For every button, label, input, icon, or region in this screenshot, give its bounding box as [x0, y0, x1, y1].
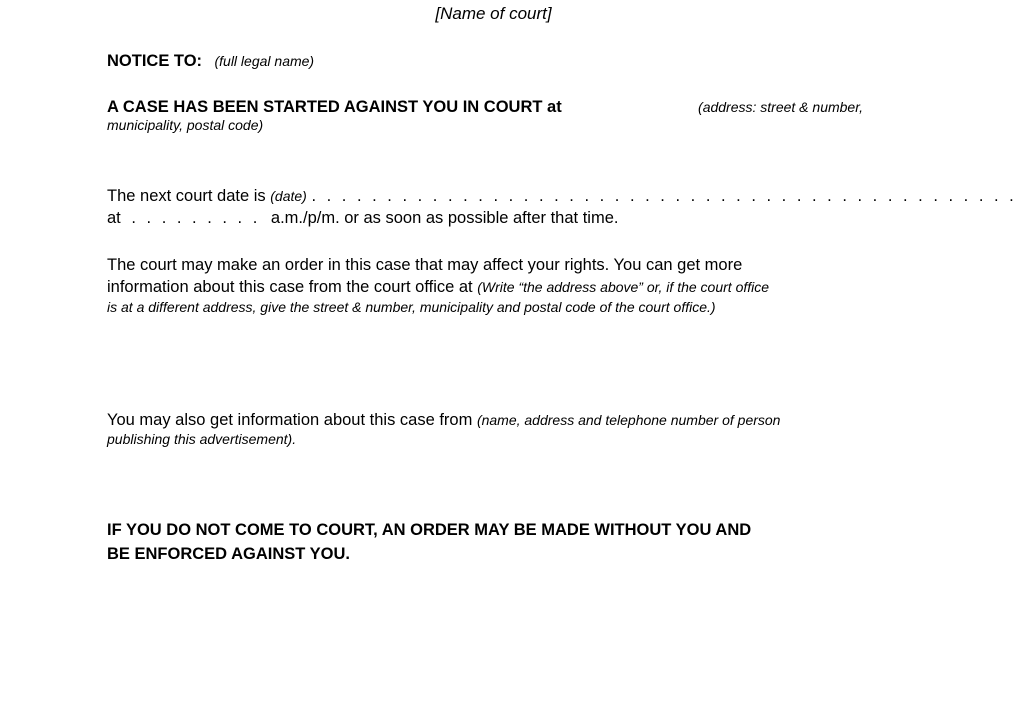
court-order-line-1: The court may make an order in this case that may affect your rights. You can get more: [107, 256, 743, 274]
court-order-block: [107, 254, 863, 316]
more-info-text: You may also get information about this case from: [107, 411, 473, 429]
case-started-block: [107, 98, 863, 133]
case-started-hint-2: municipality, postal code): [107, 117, 264, 133]
more-info-line-1: [107, 409, 863, 431]
case-started-label: A CASE HAS BEEN STARTED AGAINST YOU IN COURT at: [107, 98, 562, 116]
warning-block: [107, 518, 863, 566]
court-time-at: at: [107, 209, 121, 227]
court-order-line-2-hint: (Write “the address above” or, if the court office: [477, 279, 770, 295]
court-date-block: [107, 185, 1017, 229]
notice-to-label: NOTICE TO:: [107, 52, 203, 70]
court-date-hint: (date): [270, 188, 307, 204]
court-time-suffix: a.m./p/m. or as soon as possible after that time.: [270, 209, 619, 227]
more-info-block: [107, 409, 863, 447]
court-name: [Name of court]: [435, 4, 552, 23]
more-info-hint-2: publishing this advertisement).: [107, 431, 297, 447]
court-date-dots: . . . . . . . . . . . . . . . . . . . . . . . . . . . . . . . . . . . . . . . . . . . . . . .: [311, 187, 1017, 205]
notice-to-hint: (full legal name): [214, 53, 315, 69]
court-date-line: [107, 185, 1017, 207]
court-date-prefix: The next court date is: [107, 187, 266, 205]
warning-line-2: BE ENFORCED AGAINST YOU.: [107, 545, 350, 563]
case-started-hint-1: (address: street & number,: [698, 99, 863, 115]
court-time-dots: . . . . . . . . .: [131, 209, 261, 227]
court-time-line: [107, 207, 863, 229]
notice-to-row: [107, 52, 863, 71]
court-order-line-3-hint: is at a different address, give the street & number, municipality and postal code of the court office.): [107, 299, 716, 315]
warning-line-1: IF YOU DO NOT COME TO COURT, AN ORDER MAY BE MADE WITHOUT YOU AND: [107, 521, 752, 539]
more-info-hint-1: (name, address and telephone number of person: [476, 412, 781, 428]
court-order-line-2-text: information about this case from the court office at: [107, 278, 473, 296]
court-order-line-2: [107, 276, 863, 298]
